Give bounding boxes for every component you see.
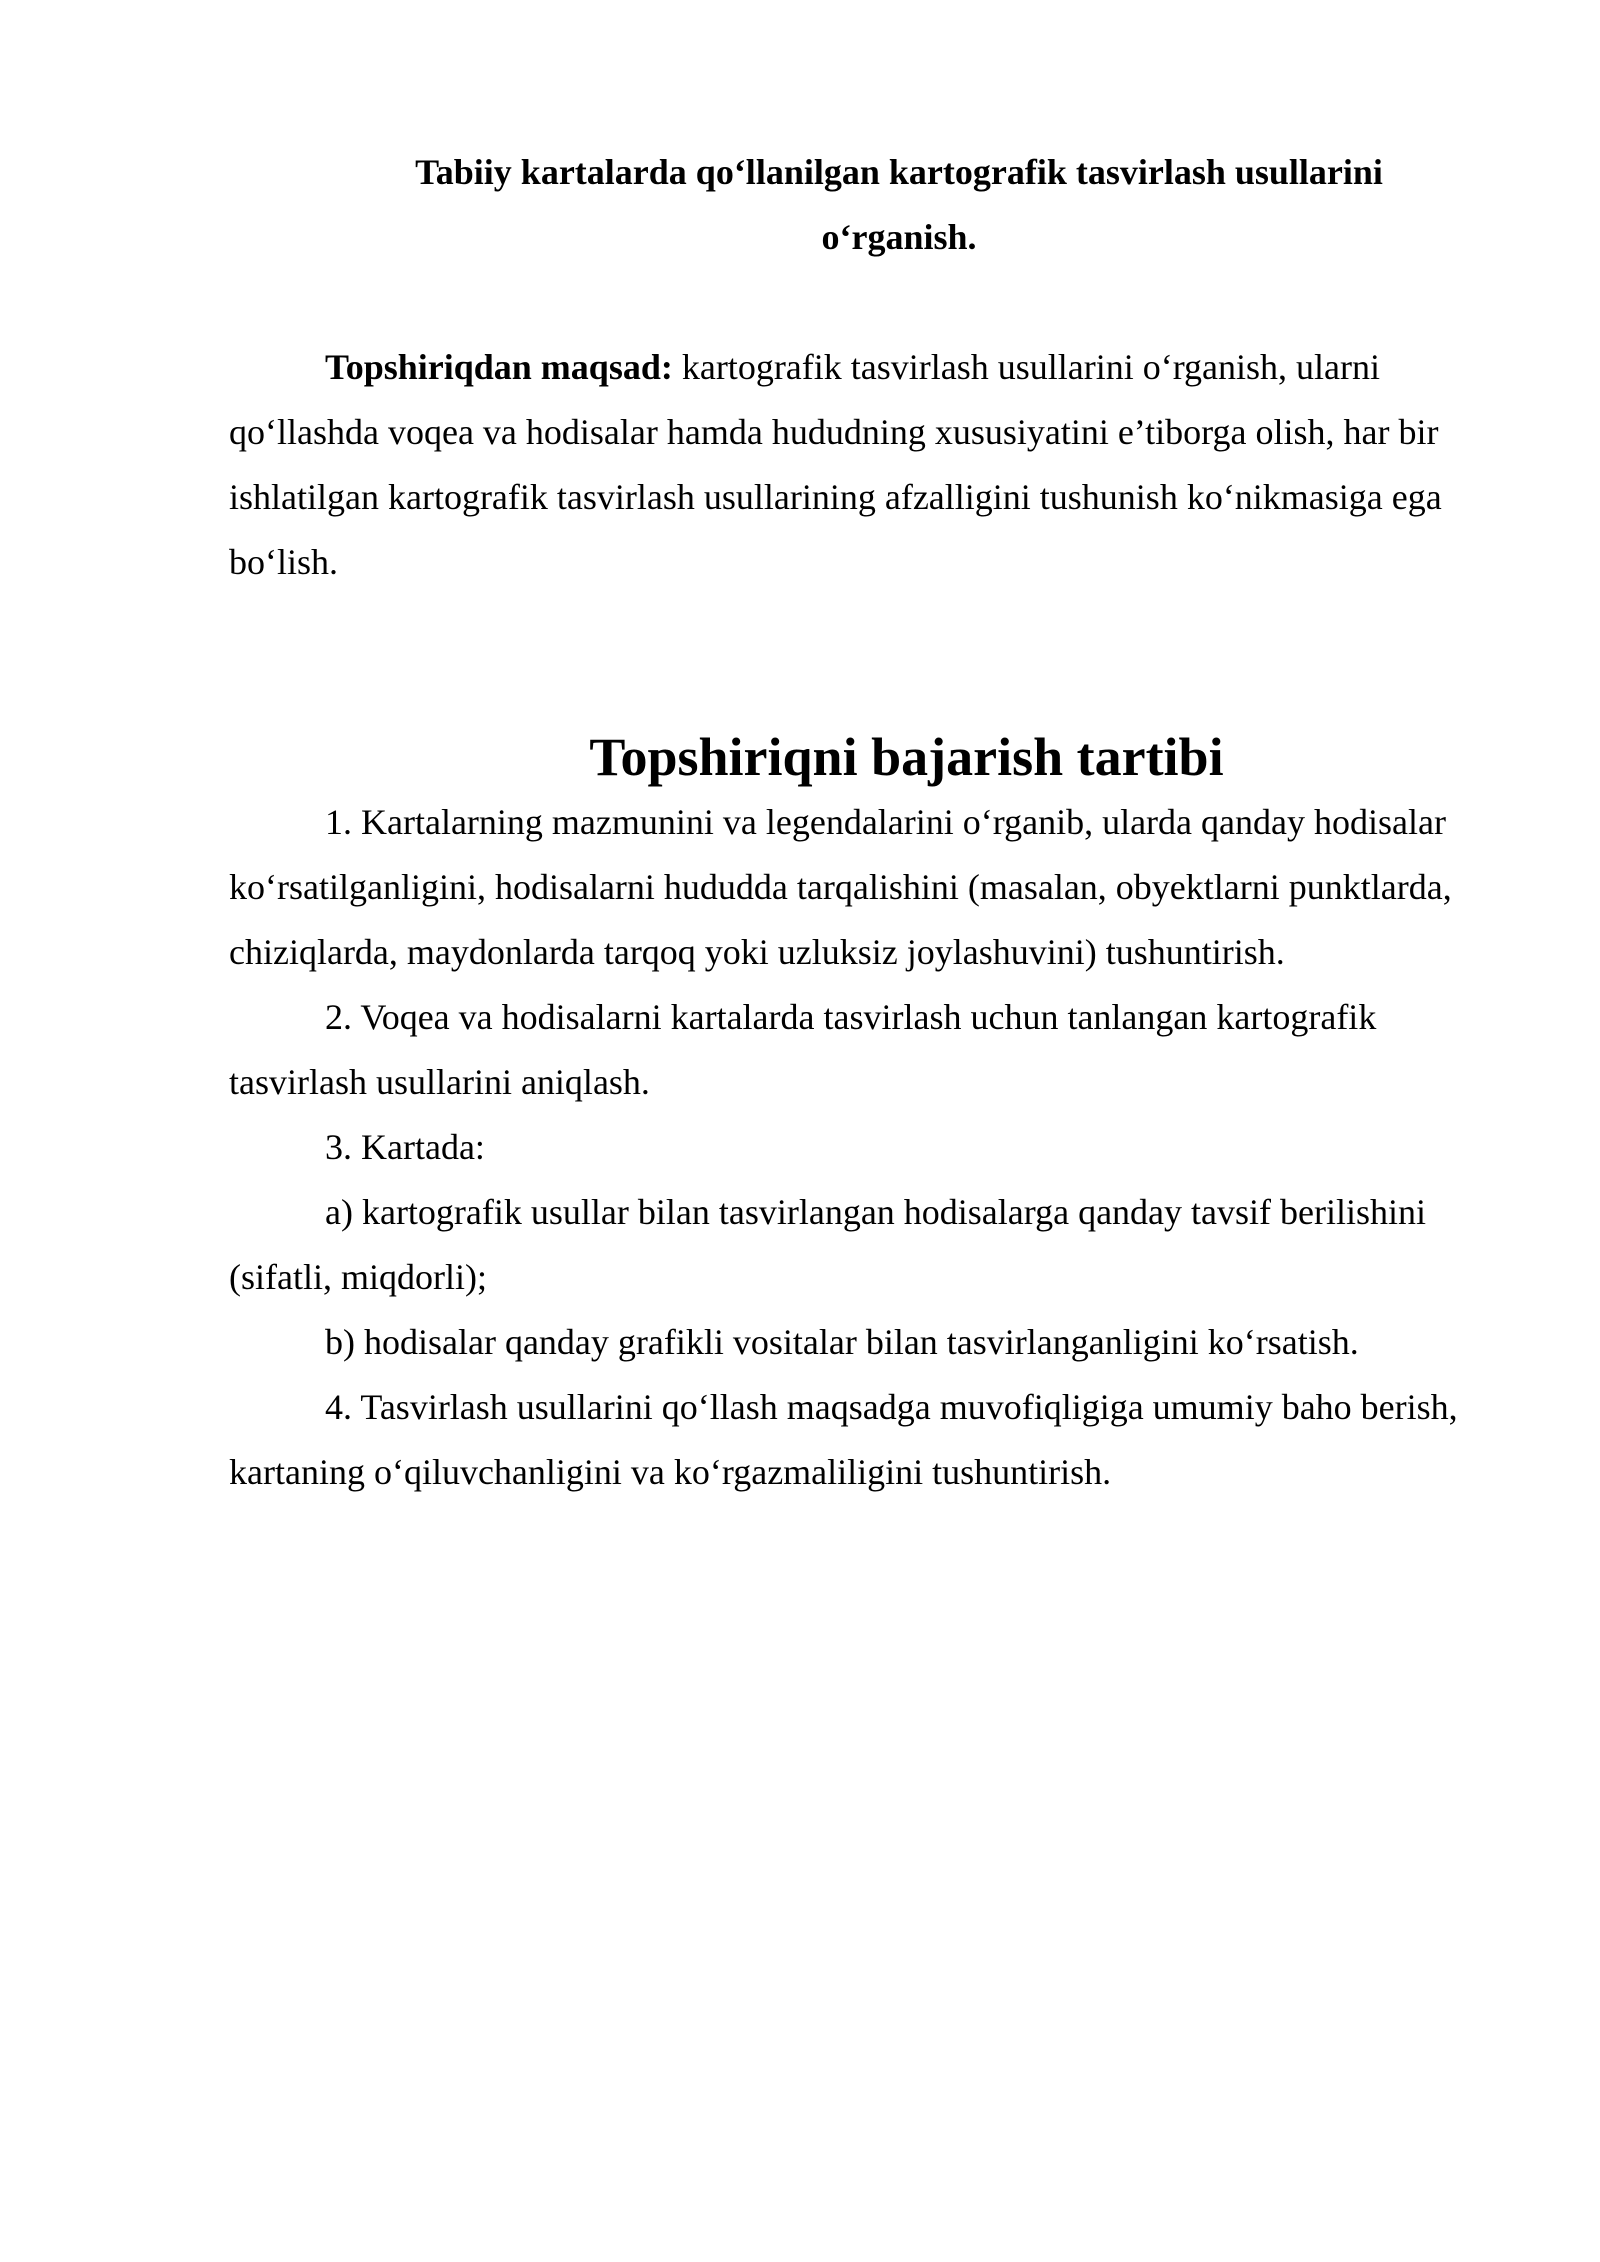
title-line-1: Tabiiy kartalarda qo‘llanilgan kartografik tasvirlash usullarini (415, 152, 1383, 192)
purpose-text: kartografik tasvirlash usullarini o‘rganish, ularni qo‘llashda voqea va hodisalar hamda hududning xususiyatini e’tiborga olish, har bir ishlatilgan kartografik tasvirlash usullarining afzalligini tushunish ko‘nikmasiga ega bo‘lish. (229, 347, 1442, 582)
page-title (229, 140, 1489, 270)
step-3: 3. Kartada: (325, 1127, 485, 1167)
step-2: 2. Voqea va hodisalarni kartalarda tasvirlash uchun tanlangan kartografik tasvirlash usullarini aniqlash. (229, 997, 1377, 1102)
purpose-label: Topshiriqdan maqsad: (325, 347, 673, 387)
step-3a: a) kartografik usullar bilan tasvirlangan hodisalarga qanday tavsif berilishini (sifatli, miqdorli); (229, 1192, 1427, 1297)
document-body (229, 140, 1489, 1505)
purpose-paragraph (229, 335, 1489, 595)
step-4: 4. Tasvirlash usullarini qo‘llash maqsadga muvofiqligiga umumiy baho berish, kartaning o‘qiluvchanligini va ko‘rgazmaliligini tushuntirish. (229, 1387, 1458, 1492)
step-1: 1. Kartalarning mazmunini va legendalarini o‘rganib, ularda qanday hodisalar ko‘rsatilganligini, hodisalarni hududda tarqalishini (masalan, obyektlarni punktlarda, chiziqlarda, maydonlarda tarqoq yoki uzluksiz joylashuvini) tushuntirish. (229, 802, 1452, 972)
section-heading: Topshiriqni bajarish tartibi (589, 727, 1224, 787)
title-line-2: o‘rganish. (821, 217, 977, 257)
step-3b: b) hodisalar qanday grafikli vositalar bilan tasvirlanganligini ko‘rsatish. (325, 1322, 1359, 1362)
